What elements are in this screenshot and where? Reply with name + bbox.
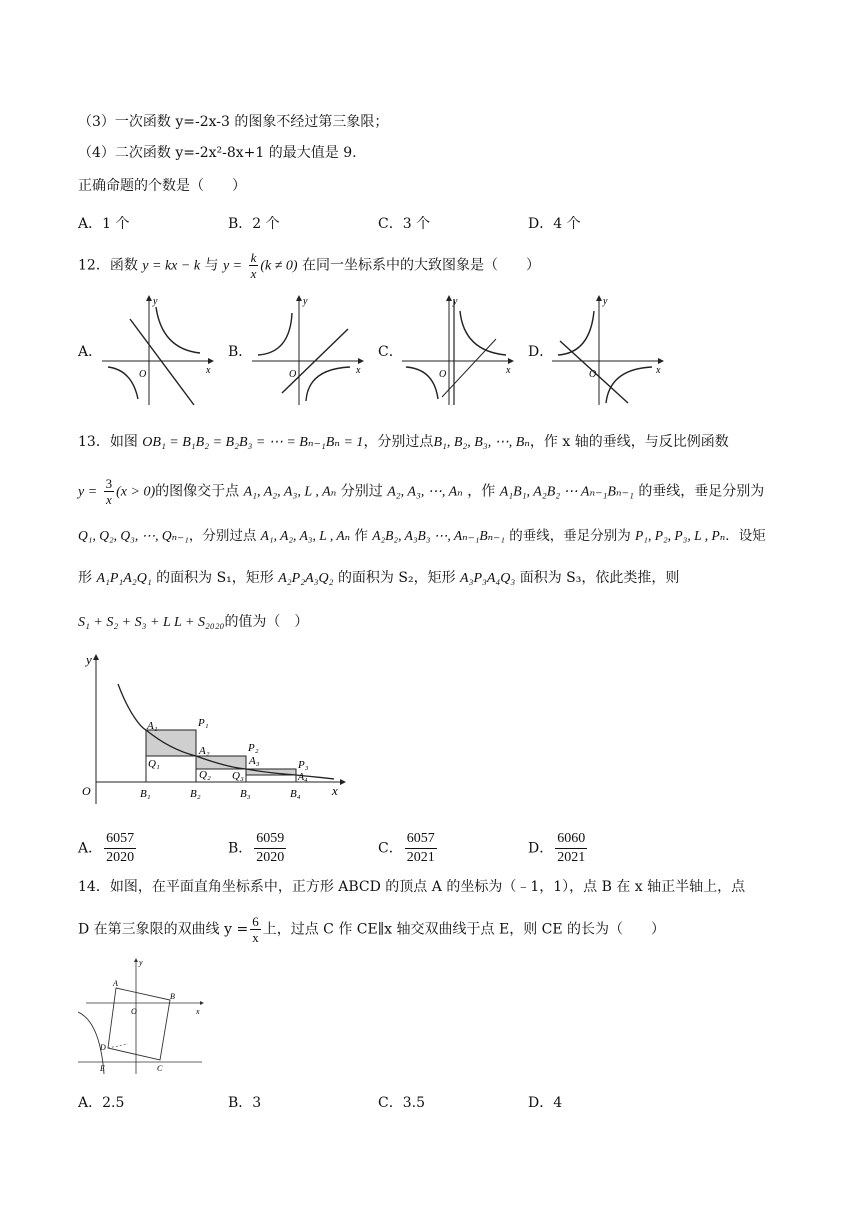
q13-fig-p1: P₁ <box>198 717 209 729</box>
q14-fig-o: O <box>131 1007 137 1016</box>
q14-fraction <box>250 914 261 945</box>
q14-option-b[interactable]: B．3 <box>228 1095 262 1111</box>
q13-text-13: 的面积为 S₂，矩形 <box>337 570 456 586</box>
q12-option-a-label: A． <box>78 344 103 360</box>
q12-graph-a <box>102 295 214 407</box>
q13-option-d-label: D． <box>528 840 554 857</box>
q13-sum: S₁ + S₂ + S₃ + L L + S₂₀₂₀ <box>78 615 225 630</box>
q14-line-2 <box>78 914 665 945</box>
q13-fig-o: O <box>82 784 91 798</box>
q13-fig-x: x <box>332 783 338 798</box>
q13-segments-1: A₁B₁, A₂B₂ ⋯ Aₙ₋₁Bₙ₋₁ <box>499 484 634 500</box>
q13-option-c[interactable] <box>378 830 528 867</box>
q12-option-d[interactable] <box>528 295 678 407</box>
q13-option-d[interactable] <box>528 830 678 867</box>
q13-option-d-den: 2021 <box>557 850 586 865</box>
q12-function-1: y = kx − k <box>142 258 201 274</box>
q13-option-a-num: 6057 <box>104 830 136 849</box>
q12-condition: (k ≠ 0) <box>260 258 298 274</box>
q12-option-b[interactable] <box>228 295 378 407</box>
q13-fig-b2: B₂ <box>190 788 201 800</box>
svg-text:x: x <box>206 365 211 376</box>
q13-text-12: 的面积为 S₁，矩形 <box>156 570 274 586</box>
q13-fig-a2: A₂ <box>199 745 210 757</box>
q13-text-5: ，作 <box>467 483 496 500</box>
svg-text:x: x <box>656 365 661 376</box>
q12-option-d-label: D． <box>528 344 554 360</box>
q14-option-d[interactable]: D．4 <box>528 1095 563 1111</box>
q12-option-c[interactable] <box>378 295 528 407</box>
q12-graph-b <box>252 295 364 407</box>
q13-line-2 <box>78 476 764 507</box>
q12-option-c-label: C． <box>378 344 403 360</box>
q14-fig-b: B <box>170 992 175 1001</box>
q14-line-1: 14．如图，在平面直角坐标系中，正方形 ABCD 的顶点 A 的坐标为（﹣1，1），点 B 在 x 轴正半轴上，点 <box>78 879 746 895</box>
q13-option-c-num: 6057 <box>405 830 437 849</box>
q12-graph-c <box>402 295 514 407</box>
q11-statement-3: （3）一次函数 y=-2x-3 的图象不经过第三象限； <box>78 114 389 130</box>
q11-option-a[interactable]: A．1 个 <box>78 216 130 232</box>
q14-figure <box>78 956 208 1076</box>
q13-frac-den: x <box>105 492 112 507</box>
q12-frac-den: x <box>250 266 257 281</box>
q13-number: 13．如图 <box>78 434 138 450</box>
q13-fig-a1: A₁ <box>147 720 158 732</box>
q12-conj: 与 <box>204 257 219 274</box>
q14-option-c[interactable]: C．3.5 <box>378 1095 425 1111</box>
q12-fraction <box>249 250 259 281</box>
q13-fig-a4: A₄ <box>298 772 308 783</box>
q13-figure <box>78 648 348 808</box>
q12-number: 12．函数 <box>78 257 138 274</box>
q13-ask: 的值为（ ） <box>224 614 309 630</box>
q13-fig-b3: B₃ <box>240 788 251 800</box>
q12-option-b-label: B． <box>228 344 253 360</box>
q13-points-q: Q₁, Q₂, Q₃, ⋯, Qₙ₋₁ <box>78 528 189 543</box>
q14-fig-y: y <box>139 958 143 967</box>
q13-equality: OB₁ = B₁B₂ = B₂B₃ = ⋯ = Bₙ₋₁Bₙ = 1 <box>142 435 364 450</box>
q13-fig-y: y <box>86 652 92 667</box>
q13-options <box>78 830 678 867</box>
q13-points-p: P₁, P₂, P₃, L , Pₙ <box>635 528 726 543</box>
q13-points-a3: A₁, A₂, A₃, L , Aₙ <box>260 528 351 543</box>
svg-text:O: O <box>139 369 147 380</box>
q13-text-3: 的图像交于点 <box>155 483 240 500</box>
q12-function-2-lhs: y = <box>222 258 243 274</box>
q14-fig-c: C <box>157 1064 163 1073</box>
q13-frac-num: 3 <box>105 476 113 491</box>
q13-option-b-num: 6059 <box>254 830 286 849</box>
q14-text-2: 上，过点 C 作 CE∥x 轴交双曲线于点 E，则 CE 的长为（ ） <box>262 921 666 938</box>
q13-text-6: 的垂线，垂足分别为 <box>638 483 765 500</box>
q13-option-a-den: 2020 <box>106 850 135 865</box>
q13-line-5 <box>78 612 308 633</box>
q14-fig-a: A <box>113 979 118 988</box>
q13-rect-1: A₁P₁A₂Q₁ <box>96 571 152 586</box>
q13-fig-p3: P₃ <box>298 759 309 771</box>
q11-option-d[interactable]: D．4 个 <box>528 216 581 232</box>
svg-text:x: x <box>356 365 361 376</box>
q13-option-b[interactable] <box>228 830 378 867</box>
q13-text-8: 作 <box>354 528 368 544</box>
q13-fig-q2: Q₂ <box>199 769 211 781</box>
q14-fig-e: E <box>100 1064 105 1073</box>
q13-condition: (x > 0) <box>116 484 156 500</box>
q14-fig-x: x <box>196 1007 200 1016</box>
q11-statement-4: （4）二次函数 y=-2x²-8x+1 的最大值是 9. <box>78 145 357 161</box>
q13-fraction <box>104 476 115 507</box>
svg-text:y: y <box>153 296 158 307</box>
q13-text-7: ，分别过点 <box>188 528 257 544</box>
q13-line-3 <box>78 526 766 546</box>
q13-text-1: ，分别过点 <box>363 434 434 450</box>
q13-fn-lhs: y = <box>78 484 98 500</box>
svg-text:y: y <box>453 296 458 307</box>
q11-option-b[interactable]: B．2 个 <box>228 216 280 232</box>
svg-text:x: x <box>506 365 511 376</box>
q13-points-a: A₁, A₂, A₃, L , Aₙ <box>243 484 337 500</box>
q11-options <box>78 213 678 233</box>
q14-frac-num: 6 <box>252 914 259 929</box>
q13-points-b: B₁, B₂, B₃, ⋯, Bₙ <box>433 435 530 450</box>
q12-ask: 在同一坐标系中的大致图象是（ ） <box>302 257 541 274</box>
svg-text:y: y <box>603 296 608 307</box>
q13-fig-a3: A₃ <box>249 755 260 767</box>
q14-text-1: D 在第三象限的双曲线 y = <box>78 921 249 938</box>
q12-option-a[interactable] <box>78 295 228 407</box>
q13-text-14: 面积为 S₃，依此类推，则 <box>519 570 680 586</box>
q14-frac-den: x <box>252 930 259 945</box>
svg-text:O: O <box>589 369 597 380</box>
q13-option-a[interactable] <box>78 830 228 867</box>
q11-option-c[interactable]: C．3 个 <box>378 216 431 232</box>
q14-option-a[interactable]: A．2.5 <box>78 1095 125 1111</box>
q13-fig-p2: P₂ <box>248 742 259 754</box>
q13-rect-3: A₃P₃A₄Q₃ <box>460 571 516 586</box>
q13-line-1 <box>78 432 729 453</box>
q13-rect-2: A₂P₂A₃Q₂ <box>278 571 334 586</box>
q13-fig-b4: B₄ <box>290 788 301 800</box>
q14-fig-d: D <box>100 1043 106 1052</box>
q13-option-c-den: 2021 <box>406 850 435 865</box>
q13-option-c-label: C． <box>378 840 403 857</box>
q13-fig-b1: B₁ <box>140 788 151 800</box>
q12-stem <box>78 250 540 281</box>
q13-option-a-label: A． <box>78 840 103 857</box>
q13-option-d-num: 6060 <box>555 830 587 849</box>
q14-options <box>78 1092 678 1112</box>
q13-option-b-den: 2020 <box>256 850 285 865</box>
q12-graph-options <box>78 295 678 407</box>
svg-text:y: y <box>303 296 308 307</box>
q13-points-a2: A₂, A₃, ⋯, Aₙ <box>387 484 463 500</box>
q13-fig-q3: Q₃ <box>232 770 244 782</box>
svg-text:O: O <box>289 369 297 380</box>
q12-graph-d <box>552 295 664 407</box>
q13-text-11: 形 <box>78 570 92 586</box>
q13-fig-q1: Q₁ <box>148 758 160 770</box>
q11-question: 正确命题的个数是（ ） <box>78 178 246 194</box>
q13-text-9: 的垂线，垂足分别为 <box>509 528 631 544</box>
q12-frac-num: k <box>250 250 257 265</box>
q13-option-b-label: B． <box>228 840 253 857</box>
q13-text-2: ，作 x 轴的垂线，与反比例函数 <box>529 434 729 450</box>
q13-text-4: 分别过 <box>340 483 383 500</box>
svg-text:O: O <box>439 369 447 380</box>
q13-line-4 <box>78 568 679 589</box>
q13-text-10: ．设矩 <box>725 528 766 544</box>
q13-segments-2: A₂B₂, A₃B₃ ⋯, Aₙ₋₁Bₙ₋₁ <box>372 528 505 543</box>
